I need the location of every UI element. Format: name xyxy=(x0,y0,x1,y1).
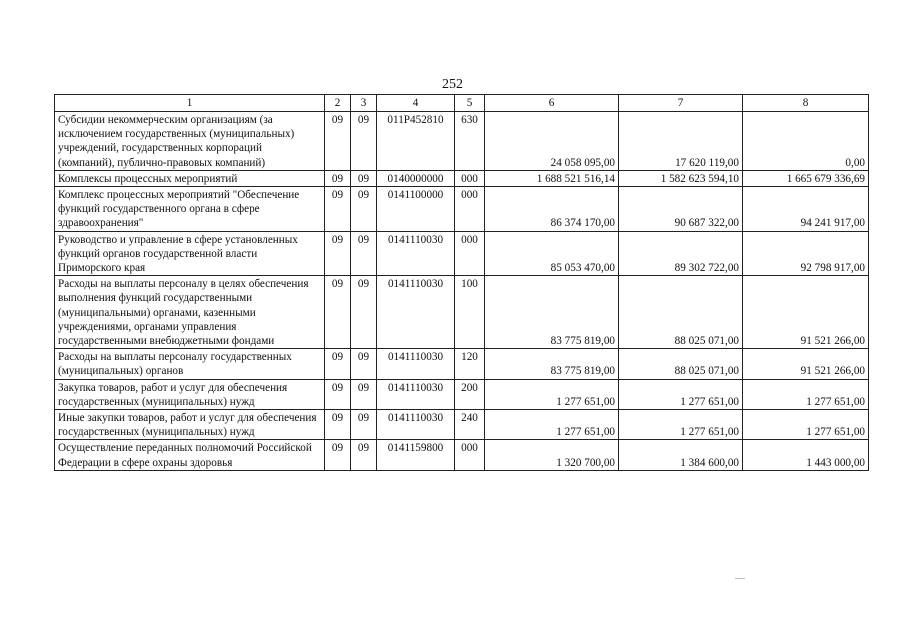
table-row xyxy=(55,187,869,232)
page-number: 252 xyxy=(442,77,463,92)
target-code: 0141100000 xyxy=(377,187,455,232)
header-cell: 4 xyxy=(377,95,455,112)
expense-name: Расходы на выплаты персоналу государственных (муниципальных) органов xyxy=(55,349,325,379)
subsection-code: 09 xyxy=(351,440,377,470)
expense-type-code: 000 xyxy=(455,231,485,276)
amount-col6: 1 277 651,00 xyxy=(485,379,619,409)
amount-col6: 86 374 170,00 xyxy=(485,187,619,232)
header-row xyxy=(55,95,869,112)
target-code: 0141110030 xyxy=(377,231,455,276)
header-cell: 7 xyxy=(619,95,743,112)
expense-name: Комплекс процессных мероприятий "Обеспечение функций государственного органа в сфере здравоохранения" xyxy=(55,187,325,232)
amount-col7: 88 025 071,00 xyxy=(619,276,743,349)
expense-name: Руководство и управление в сфере установленных функций органов государственной власти Приморского края xyxy=(55,231,325,276)
header-cell: 3 xyxy=(351,95,377,112)
table-body xyxy=(55,112,869,471)
table-header xyxy=(55,95,869,112)
subsection-code: 09 xyxy=(351,187,377,232)
target-code: 0141110030 xyxy=(377,379,455,409)
section-code: 09 xyxy=(325,112,351,171)
expense-type-code: 120 xyxy=(455,349,485,379)
header-cell: 5 xyxy=(455,95,485,112)
section-code: 09 xyxy=(325,187,351,232)
amount-col6: 24 058 095,00 xyxy=(485,112,619,171)
target-code: 0141159800 xyxy=(377,440,455,470)
amount-col8: 1 277 651,00 xyxy=(743,410,869,440)
amount-col7: 1 384 600,00 xyxy=(619,440,743,470)
table-row xyxy=(55,112,869,171)
amount-col7: 1 277 651,00 xyxy=(619,379,743,409)
target-code: 011Р452810 xyxy=(377,112,455,171)
amount-col7: 88 025 071,00 xyxy=(619,349,743,379)
expense-type-code: 200 xyxy=(455,379,485,409)
expense-type-code: 000 xyxy=(455,187,485,232)
amount-col7: 1 582 623 594,10 xyxy=(619,170,743,186)
section-code: 09 xyxy=(325,231,351,276)
subsection-code: 09 xyxy=(351,170,377,186)
target-code: 0141110030 xyxy=(377,410,455,440)
amount-col6: 1 277 651,00 xyxy=(485,410,619,440)
expense-type-code: 240 xyxy=(455,410,485,440)
amount-col6: 85 053 470,00 xyxy=(485,231,619,276)
amount-col8: 1 665 679 336,69 xyxy=(743,170,869,186)
expense-name: Закупка товаров, работ и услуг для обеспечения государственных (муниципальных) нужд xyxy=(55,379,325,409)
section-code: 09 xyxy=(325,170,351,186)
budget-table xyxy=(54,94,869,471)
amount-col7: 90 687 322,00 xyxy=(619,187,743,232)
expense-type-code: 630 xyxy=(455,112,485,171)
header-cell: 1 xyxy=(55,95,325,112)
amount-col7: 89 302 722,00 xyxy=(619,231,743,276)
amount-col8: 94 241 917,00 xyxy=(743,187,869,232)
amount-col6: 1 320 700,00 xyxy=(485,440,619,470)
amount-col8: 91 521 266,00 xyxy=(743,276,869,349)
amount-col6: 83 775 819,00 xyxy=(485,276,619,349)
header-cell: 2 xyxy=(325,95,351,112)
target-code: 0140000000 xyxy=(377,170,455,186)
table-row xyxy=(55,231,869,276)
amount-col6: 83 775 819,00 xyxy=(485,349,619,379)
expense-type-code: 100 xyxy=(455,276,485,349)
expense-name: Расходы на выплаты персоналу в целях обеспечения выполнения функций государственными (муниципальными) органами, казенными учреждениями, органами управления государственными внебюджетными фондами xyxy=(55,276,325,349)
expense-name: Субсидии некоммерческим организациям (за исключением государственных (муниципальных) учреждений, государственных корпораций (компаний), публично-правовых компаний) xyxy=(55,112,325,171)
scan-mark xyxy=(735,578,745,579)
section-code: 09 xyxy=(325,410,351,440)
target-code: 0141110030 xyxy=(377,349,455,379)
header-cell: 6 xyxy=(485,95,619,112)
table-row xyxy=(55,410,869,440)
amount-col7: 17 620 119,00 xyxy=(619,112,743,171)
amount-col8: 91 521 266,00 xyxy=(743,349,869,379)
expense-type-code: 000 xyxy=(455,170,485,186)
amount-col8: 1 277 651,00 xyxy=(743,379,869,409)
expense-name: Комплексы процессных мероприятий xyxy=(55,170,325,186)
subsection-code: 09 xyxy=(351,410,377,440)
amount-col7: 1 277 651,00 xyxy=(619,410,743,440)
table-row xyxy=(55,379,869,409)
section-code: 09 xyxy=(325,276,351,349)
table-row xyxy=(55,440,869,470)
header-cell: 8 xyxy=(743,95,869,112)
section-code: 09 xyxy=(325,379,351,409)
subsection-code: 09 xyxy=(351,112,377,171)
amount-col8: 0,00 xyxy=(743,112,869,171)
table-row xyxy=(55,349,869,379)
subsection-code: 09 xyxy=(351,349,377,379)
expense-name: Осуществление переданных полномочий Российской Федерации в сфере охраны здоровья xyxy=(55,440,325,470)
table-row xyxy=(55,276,869,349)
section-code: 09 xyxy=(325,440,351,470)
expense-type-code: 000 xyxy=(455,440,485,470)
target-code: 0141110030 xyxy=(377,276,455,349)
subsection-code: 09 xyxy=(351,276,377,349)
amount-col8: 1 443 000,00 xyxy=(743,440,869,470)
amount-col8: 92 798 917,00 xyxy=(743,231,869,276)
expense-name: Иные закупки товаров, работ и услуг для обеспечения государственных (муниципальных) нужд xyxy=(55,410,325,440)
subsection-code: 09 xyxy=(351,231,377,276)
table-row xyxy=(55,170,869,186)
subsection-code: 09 xyxy=(351,379,377,409)
amount-col6: 1 688 521 516,14 xyxy=(485,170,619,186)
section-code: 09 xyxy=(325,349,351,379)
